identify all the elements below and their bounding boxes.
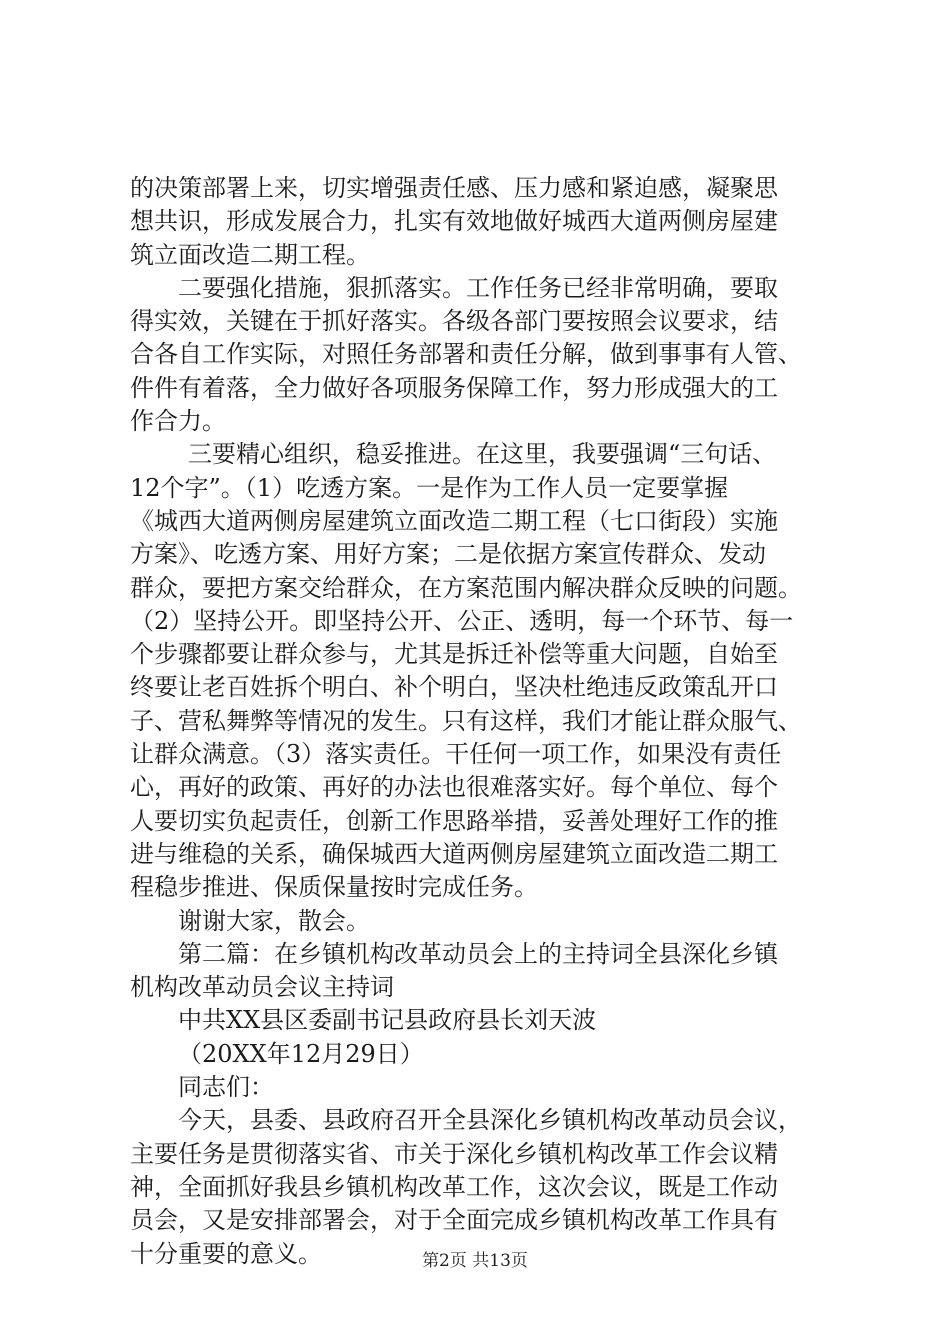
- text-line: 谢谢大家，散会。: [178, 906, 370, 935]
- author-line: 中共XX县区委副书记县政府县长刘天波: [178, 1006, 597, 1035]
- text-line: 人要切实负起责任，创新工作思路举措，妥善处理好工作的推: [130, 806, 778, 835]
- text-line: 个步骤都要让群众参与，尤其是拆迁补偿等重大问题，自始至: [130, 640, 778, 669]
- text-line: 二要强化措施，狠抓落实。工作任务已经非常明确，要取: [178, 273, 778, 302]
- text-line: 《城西大道两侧房屋建筑立面改造二期工程（七口街段）实施: [130, 506, 778, 535]
- section-heading: 第二篇：在乡镇机构改革动员会上的主持词全县深化乡镇: [178, 939, 778, 968]
- page-number: 第2页 共13页: [422, 1251, 528, 1271]
- text-line: 子、营私舞弊等情况的发生。只有这样，我们才能让群众服气、: [130, 706, 802, 735]
- text-line: 想共识，形成发展合力，扎实有效地做好城西大道两侧房屋建: [130, 207, 778, 236]
- text-line: 筑立面改造二期工程。: [130, 240, 370, 269]
- text-line: 12个字”。（1）吃透方案。一是作为工作人员一定要掌握: [130, 473, 729, 502]
- text-line: 的决策部署上来，切实增强责任感、压力感和紧迫感，凝聚思: [130, 174, 778, 202]
- text-line: 群众，要把方案交给群众，在方案范围内解决群众反映的问题。: [130, 573, 802, 602]
- text-line: 主要任务是贯彻落实省、市关于深化乡镇机构改革工作会议精: [130, 1139, 778, 1168]
- text-line: 让群众满意。（3）落实责任。干任何一项工作，如果没有责任: [130, 740, 782, 769]
- text-line: 十分重要的意义。: [130, 1239, 322, 1268]
- text-line: 程稳步推进、保质保量按时完成任务。: [130, 873, 538, 902]
- text-line: 神，全面抓好我县乡镇机构改革工作，这次会议，既是工作动: [130, 1172, 778, 1201]
- salutation: 同志们：: [178, 1073, 274, 1102]
- text-line: 进与维稳的关系，确保城西大道两侧房屋建筑立面改造二期工: [130, 839, 778, 868]
- text-line: 得实效，关键在于抓好落实。各级各部门要按照会议要求，结: [130, 307, 778, 336]
- text-line: 终要让老百姓拆个明白、补个明白，坚决杜绝违反政策乱开口: [130, 673, 778, 702]
- text-line: 今天，县委、县政府召开全县深化乡镇机构改革动员会议，: [178, 1106, 802, 1135]
- text-line: 件件有着落，全力做好各项服务保障工作，努力形成强大的工: [130, 373, 778, 402]
- text-line: 作合力。: [130, 407, 226, 436]
- text-line: （2）坚持公开。即坚持公开、公正、透明，每一个环节、每一: [130, 606, 794, 635]
- date-line: （20XX年12月29日）: [178, 1039, 424, 1068]
- text-line: 方案》、吃透方案、用好方案；二是依据方案宣传群众、发动: [130, 540, 766, 569]
- text-line: 员会，又是安排部署会，对于全面完成乡镇机构改革工作具有: [130, 1206, 778, 1235]
- text-line: 合各自工作实际，对照任务部署和责任分解，做到事事有人管、: [130, 340, 802, 369]
- text-line: 心，再好的政策、再好的办法也很难落实好。每个单位、每个: [130, 773, 778, 802]
- document-body: [130, 172, 830, 1271]
- section-heading: 机构改革动员会议主持词: [130, 973, 394, 1002]
- text-line: 三要精心组织，稳妥推进。在这里，我要强调“三句话、: [188, 440, 777, 469]
